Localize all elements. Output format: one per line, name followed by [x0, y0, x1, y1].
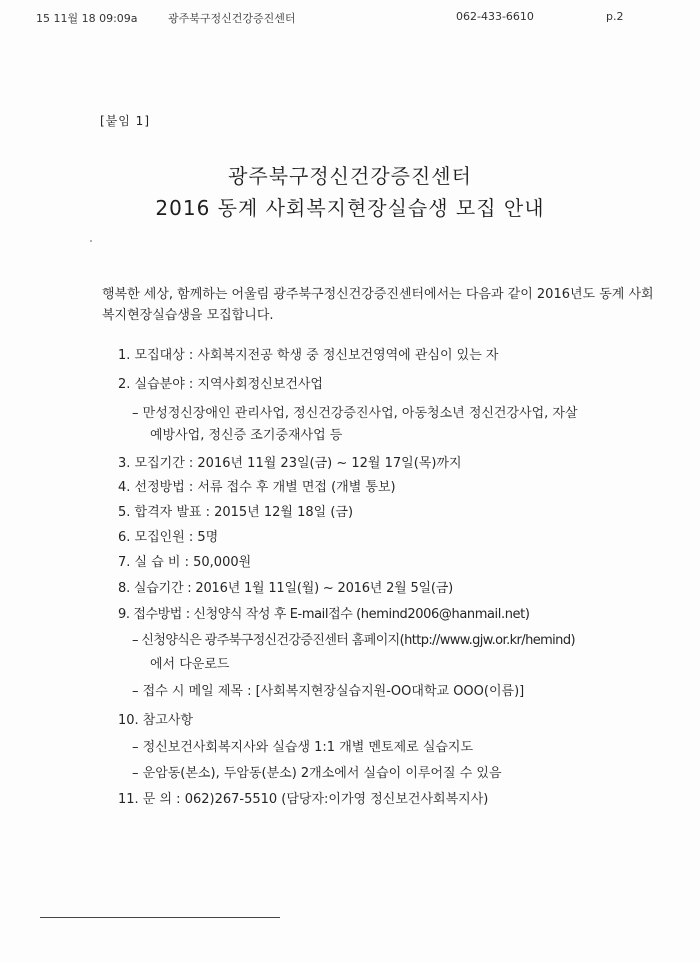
fax-page-number: p.2 — [606, 10, 624, 23]
item-field-detail-cont: 예방사업, 정신증 조기중재사업 등 — [150, 428, 343, 443]
item-period: 3. 모집기간 : 2016년 11월 23일(금) ~ 12월 17일(목)까지 — [118, 456, 462, 471]
item-fee: 7. 실 습 비 : 50,000원 — [118, 555, 252, 570]
fax-header — [0, 10, 700, 26]
item-target: 1. 모집대상 : 사회복지전공 학생 중 정신보건영역에 관심이 있는 자 — [118, 348, 499, 363]
intro-paragraph: 행복한 세상, 함께하는 어울림 광주북구정신건강증진센터에서는 다음과 같이 2016년도 동계 사회복지현장실습생을 모집합니다. — [102, 287, 654, 323]
item-notes-locations: – 운암동(본소), 두암동(분소) 2개소에서 실습이 이루어질 수 있음 — [132, 766, 502, 781]
item-announcement: 5. 합격자 발표 : 2015년 12월 18일 (금) — [118, 505, 354, 520]
item-notes-mentoring: – 정신보건사회복지사와 실습생 1:1 개별 멘토제로 실습지도 — [132, 740, 474, 755]
item-notes: 10. 참고사항 — [118, 713, 194, 728]
fax-sender: 광주북구정신건강증진센터 — [168, 12, 296, 25]
item-headcount: 6. 모집인원 : 5명 — [118, 530, 219, 545]
item-selection: 4. 선정방법 : 서류 접수 후 개별 면접 (개별 통보) — [118, 480, 396, 495]
title-notice: 2016 동계 사회복지현장실습생 모집 안내 — [155, 196, 545, 220]
item-application-form-cont: 에서 다운로드 — [150, 657, 230, 672]
item-training-period: 8. 실습기간 : 2016년 1월 11일(월) ~ 2016년 2월 5일(금) — [118, 581, 453, 596]
footer-rule — [40, 917, 280, 918]
title-organization: 광주북구정신건강증진센터 — [228, 164, 472, 188]
item-mail-subject: – 접수 시 메일 제목 : [사회복지현장실습지원-OO대학교 OOO(이름)] — [132, 684, 525, 699]
item-contact: 11. 문 의 : 062)267-5510 (담당자:이가영 정신보건사회복지사) — [118, 792, 489, 807]
scan-speck — [90, 240, 92, 242]
item-field: 2. 실습분야 : 지역사회정신보건사업 — [118, 377, 323, 392]
item-field-detail: – 만성정신장애인 관리사업, 정신건강증진사업, 아동청소년 정신건강사업, 자살 — [132, 406, 578, 421]
item-application-form: – 신청양식은 광주북구정신건강증진센터 홈페이지(http://www.gjw.or.kr/hemind) — [132, 633, 575, 648]
item-application: 9. 접수방법 : 신청양식 작성 후 E-mail접수 (hemind2006@hanmail.net) — [118, 607, 530, 622]
fax-phone: 062-433-6610 — [456, 10, 534, 23]
attachment-label: [붙임 1] — [100, 114, 150, 128]
fax-datetime: 15 11월 18 09:09a — [36, 12, 138, 25]
